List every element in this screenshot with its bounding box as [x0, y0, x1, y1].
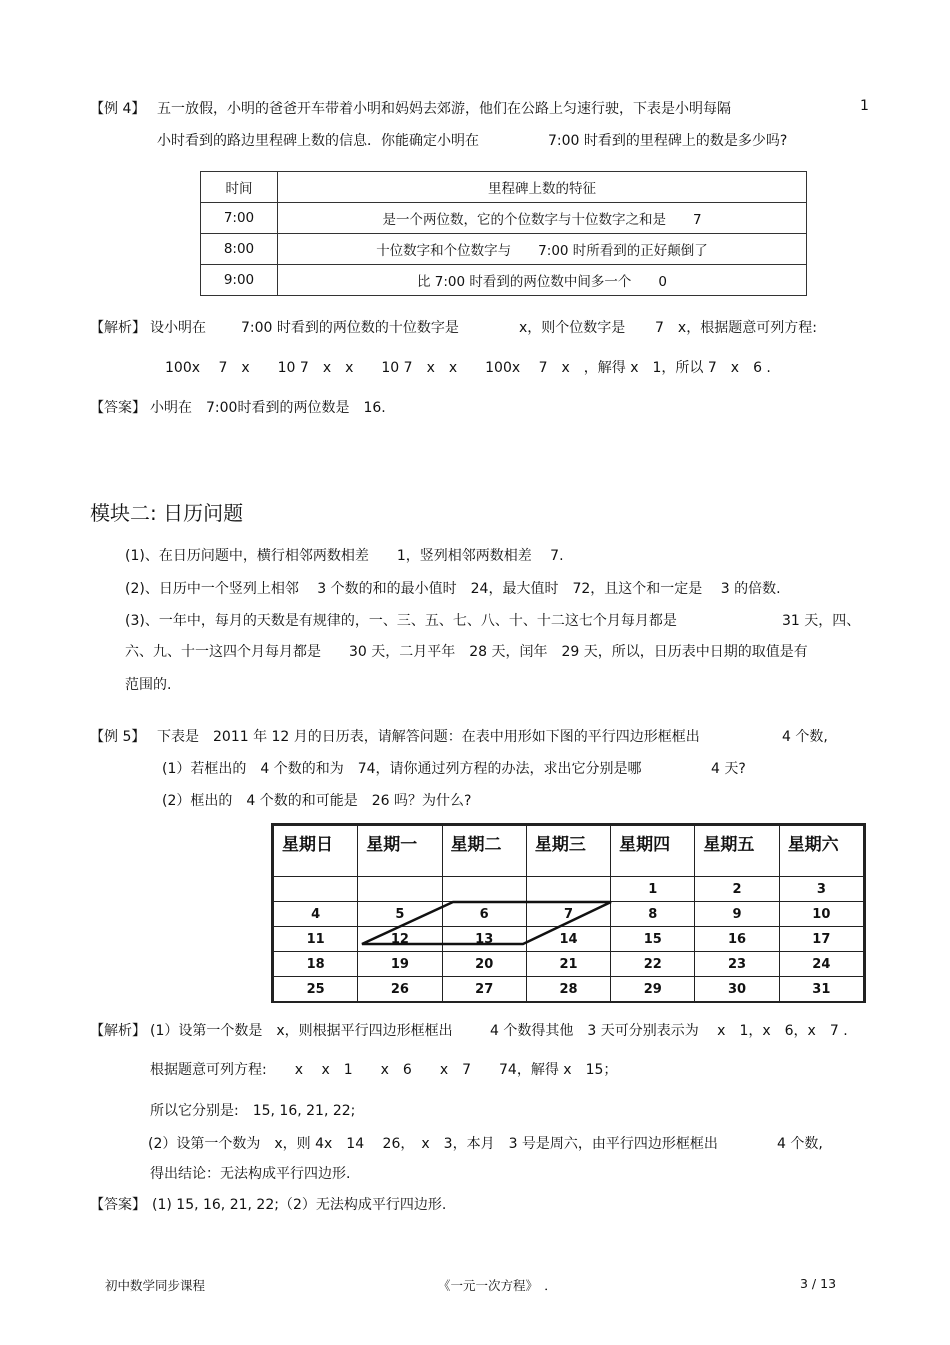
module-point-3a: (3)、一年中，每月的天数是有规律的，一、三、五、七、八、十、十二这七个月每月都是 — [125, 613, 677, 629]
table-cell: 是一个两位数，它的个位数字与十位数字之和是 7 — [278, 203, 807, 234]
weekday-header: 星期二 — [442, 826, 526, 877]
analysis-text-1: 设小明在 — [150, 320, 206, 336]
answer-5-tag: 【答案】 — [90, 1197, 146, 1213]
footer-page-number: 3 / 13 — [800, 1276, 837, 1291]
example-4-tag: 【例 4】 — [90, 101, 146, 117]
weekday-header: 星期一 — [358, 826, 442, 877]
calendar-cell: 20 — [442, 952, 526, 977]
example-5-tag: 【例 5】 — [90, 729, 146, 745]
calendar-cell: 28 — [526, 977, 610, 1002]
table-cell: 比 7:00 时看到的两位数中间多一个 0 — [278, 265, 807, 296]
example-5-line3: (2）框出的 4 个数的和可能是 26 吗？为什么? — [162, 793, 472, 809]
module-point-3d: 范围的. — [125, 677, 172, 693]
calendar-cell: 17 — [779, 927, 863, 952]
answer-text: 小明在 7:00时看到的两位数是 16. — [150, 400, 386, 416]
calendar-cell: 31 — [779, 977, 863, 1002]
example-4-line1: 五一放假，小明的爸爸开车带着小明和妈妈去郊游，他们在公路上匀速行驶，下表是小明每隔 — [157, 101, 731, 117]
calendar-cell: 1 — [611, 877, 695, 902]
analysis-5-line5: 得出结论：无法构成平行四边形. — [150, 1166, 351, 1182]
analysis-equation: 100x 7 x 10 7 x x 10 7 x x 100x 7 x ，解得 x 1，所以 7 x 6 . — [165, 360, 771, 376]
table-cell: 9:00 — [201, 265, 278, 296]
weekday-header: 星期四 — [611, 826, 695, 877]
module-point-3b: 31 天，四、 — [782, 613, 861, 629]
calendar-cell: 5 — [358, 902, 442, 927]
analysis-5-line2: 根据题意可列方程: x x 1 x 6 x 7 74，解得 x 15； — [150, 1062, 618, 1078]
calendar-cell: 26 — [358, 977, 442, 1002]
example-5-line1a: 下表是 2011 年 12 月的日历表，请解答问题：在表中用形如下图的平行四边形框框出 — [157, 729, 700, 745]
analysis-5-line4b: 4 个数, — [777, 1136, 823, 1152]
module-point-1: (1)、在日历问题中，横行相邻两数相差 1，竖列相邻两数相差 7. — [125, 548, 564, 564]
module-point-3c: 六、九、十一这四个月每月都是 30 天，二月平年 28 天，闰年 29 天，所以，日历表中日期的取值是有 — [125, 644, 808, 660]
calendar-cell: 24 — [779, 952, 863, 977]
calendar-cell: 12 — [358, 927, 442, 952]
calendar-cell: 3 — [779, 877, 863, 902]
answer-tag: 【答案】 — [90, 400, 146, 416]
calendar-cell: 8 — [611, 902, 695, 927]
example-5-line2a: (1）若框出的 4 个数的和为 74，请你通过列方程的办法，求出它分别是哪 — [162, 761, 642, 777]
calendar-cell: 16 — [695, 927, 779, 952]
calendar-cell: 14 — [526, 927, 610, 952]
table-cell: 7:00 — [201, 203, 278, 234]
calendar-cell: 19 — [358, 952, 442, 977]
parallelogram-shape — [362, 902, 611, 944]
example-4-line2a: 小时看到的路边里程碑上数的信息．你能确定小明在 — [157, 133, 479, 149]
calendar-cell: 11 — [274, 927, 358, 952]
calendar-cell: 23 — [695, 952, 779, 977]
analysis-5-line1a: (1）设第一个数是 x，则根据平行四边形框框出 — [150, 1023, 453, 1039]
table-cell: 十位数字和个位数字与 7:00 时所看到的正好颠倒了 — [278, 234, 807, 265]
calendar-cell: 2 — [695, 877, 779, 902]
calendar-cell: 13 — [442, 927, 526, 952]
analysis-text-4: 7 x，根据题意可列方程: — [655, 320, 817, 336]
analysis-5-line4a: (2）设第一个数为 x，则 4x 14 26， x 3，本月 3 号是周六，由平行四边形框框出 — [148, 1136, 718, 1152]
calendar-cell: 4 — [274, 902, 358, 927]
example-5-line1b: 4 个数, — [782, 729, 828, 745]
analysis-text-2: 7:00 时看到的两位数的十位数字是 — [241, 320, 459, 336]
calendar-cell: 7 — [526, 902, 610, 927]
analysis-text-3: x，则个位数字是 — [519, 320, 626, 336]
calendar-cell: 9 — [695, 902, 779, 927]
calendar-cell: 29 — [611, 977, 695, 1002]
table-header-feature: 里程碑上数的特征 — [278, 172, 807, 203]
calendar-cell: 30 — [695, 977, 779, 1002]
footer-chapter: 《一元一次方程》 ． — [438, 1278, 557, 1293]
module-point-2: (2)、日历中一个竖列上相邻 3 个数的和的最小值时 24，最大值时 72，且这个和一定是 3 的倍数. — [125, 581, 781, 597]
example-4-line2b: 7:00 时看到的里程碑上的数是多少吗? — [548, 133, 788, 149]
weekday-header: 星期三 — [526, 826, 610, 877]
analysis-5-line3: 所以它分别是: 15, 16, 21, 22; — [150, 1103, 356, 1119]
table-header-time: 时间 — [201, 172, 278, 203]
table-cell: 8:00 — [201, 234, 278, 265]
weekday-header: 星期六 — [779, 826, 863, 877]
calendar-cell: 15 — [611, 927, 695, 952]
calendar-cell: 18 — [274, 952, 358, 977]
footer-course: 初中数学同步课程 — [105, 1278, 206, 1293]
calendar-cell: 27 — [442, 977, 526, 1002]
calendar-cell: 22 — [611, 952, 695, 977]
module-title: 模块二: 日历问题 — [90, 501, 244, 525]
example-4-line1-number: 1 — [860, 98, 869, 114]
calendar-cell: 6 — [442, 902, 526, 927]
answer-5-text: (1) 15, 16, 21, 22;（2）无法构成平行四边形. — [152, 1197, 447, 1213]
weekday-header: 星期五 — [695, 826, 779, 877]
calendar-cell: 21 — [526, 952, 610, 977]
analysis-5-line1b: 4 个数得其他 3 天可分别表示为 x 1，x 6，x 7 . — [490, 1023, 848, 1039]
analysis-5-tag: 【解析】 — [90, 1023, 146, 1039]
analysis-tag: 【解析】 — [90, 320, 146, 336]
example-5-line2b: 4 天? — [711, 761, 746, 777]
calendar-cell: 10 — [779, 902, 863, 927]
weekday-header: 星期日 — [274, 826, 358, 877]
calendar-cell: 25 — [274, 977, 358, 1002]
